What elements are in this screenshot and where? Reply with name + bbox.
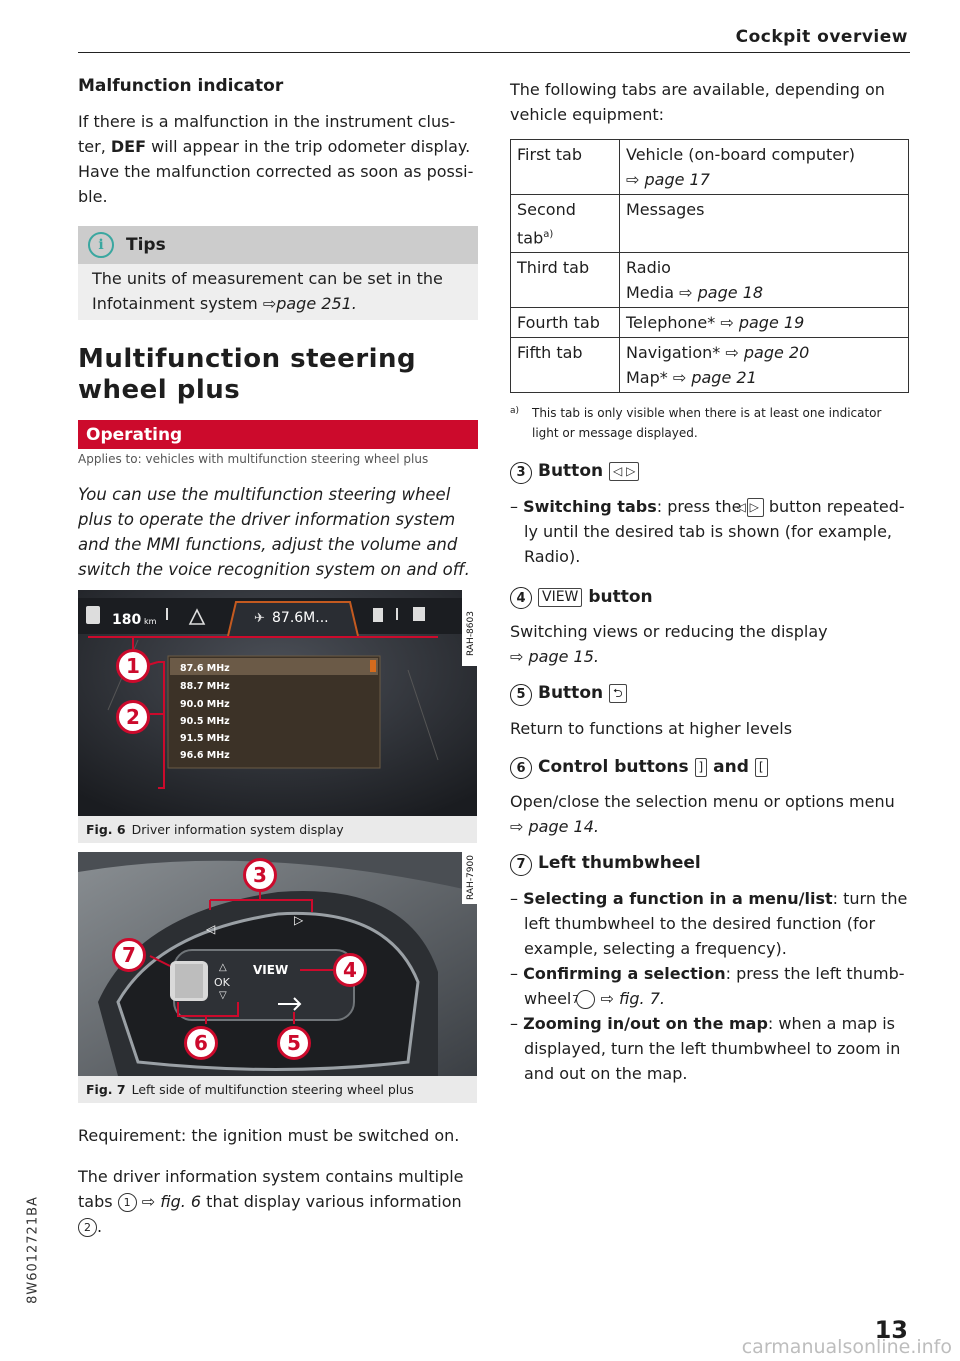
tips-header [78, 226, 478, 264]
callout-7: 7 [112, 938, 146, 972]
requirement-text: Requirement: the ignition must be switched on. [78, 1126, 460, 1145]
button-6-text: Open/close the selection menu or options menu ⇨ page 14. [510, 792, 895, 837]
section-title: Multifunction steering wheel plus [78, 344, 417, 405]
callout-1: 1 [116, 649, 150, 683]
station-item: 91.5 MHz [180, 733, 230, 744]
fuel-icon [86, 606, 100, 624]
footnote: a) This tab is only visible when there is at least one indicator light or message displayed. [510, 406, 882, 441]
button-4-heading: 4 VIEW button [510, 587, 910, 610]
table-row: Second tab$^{a)}$ Messages [511, 195, 909, 253]
confirm-item: – Confirming a selection: press the left thumb- wheel 7 ⇨ fig. 7. [510, 963, 905, 1008]
station-item: 88.7 MHz [180, 681, 230, 692]
station-item: 96.6 MHz [180, 750, 230, 761]
svg-text:▷: ▷ [294, 913, 304, 927]
svg-text:▽: ▽ [219, 990, 227, 1001]
arrow-ref-icon: ⇨ [262, 294, 277, 313]
callout-2: 2 [116, 700, 150, 734]
station-item: 90.0 MHz [180, 699, 230, 710]
station-item: 90.5 MHz [180, 716, 230, 727]
ok-label: OK [214, 976, 230, 989]
figure-7 [78, 852, 477, 1076]
document-code: 8W6012721BA [25, 1196, 41, 1304]
header-rule [78, 52, 910, 53]
right-column [510, 77, 910, 1086]
svg-text:km: km [144, 617, 157, 626]
button-5-text: Return to functions at higher levels [510, 718, 793, 738]
button-6-heading: 6 Control buttons ] and [ [510, 757, 910, 780]
left-column [78, 76, 478, 582]
tab-switch-key-icon: ◁ ▷ [609, 462, 639, 481]
view-label: VIEW [253, 963, 289, 977]
zoom-item: – Zooming in/out on the map: when a map is displayed, turn the left thumbwheel to zoom in and out on the map. [510, 1013, 901, 1083]
tabs-intro: The following tabs are available, depending on vehicle equipment: [510, 80, 885, 124]
open-bracket-key-icon: [ [755, 758, 768, 777]
table-row: Fifth tab Navigation* ⇨ page 20 Map* ⇨ page 21 [511, 338, 909, 393]
info-icon: i [88, 232, 114, 258]
callout-3: 3 [243, 858, 277, 892]
applies-to: Applies to: vehicles with multifunction steering wheel plus [78, 452, 429, 466]
figure-7-caption: Fig. 7 Left side of multifunction steering wheel plus [78, 1076, 477, 1103]
malfunction-text: If there is a malfunction in the instrument clus- ter, DEF will appear in the trip odometer display. Have the malfunction corrected as soon as possi- ble. [78, 112, 474, 206]
button-3-heading: 3 Button ◁ ▷ [510, 461, 910, 484]
figure-6-caption: Fig. 6 Driver information system display [78, 816, 477, 843]
station-tab: 87.6M... [272, 610, 329, 626]
left-bottom-text [78, 1123, 478, 1239]
figure-code: RAH-7900 [466, 855, 476, 900]
table-row: Third tab Radio Media ⇨ page 18 [511, 253, 909, 308]
svg-text:△: △ [219, 962, 227, 973]
malfunction-heading: Malfunction indicator [78, 76, 284, 96]
fig6-ref[interactable]: fig. 6 [160, 1192, 202, 1211]
dis-text: The driver information system contains multiple tabs 1 ⇨ fig. 6 that display various information 2 . [78, 1167, 464, 1236]
button-4-text: Switching views or reducing the display ⇨ page 15. [510, 622, 828, 667]
callout-5: 5 [277, 1026, 311, 1060]
figure-6 [78, 590, 477, 816]
radio-icon: ✈ [254, 611, 265, 626]
back-key-icon: ⮌ [609, 684, 627, 703]
operating-bar: Operating [78, 420, 478, 449]
button-7-heading: 7 Left thumbwheel [510, 853, 910, 876]
callout-4: 4 [333, 953, 367, 987]
tabs-table [510, 139, 909, 393]
close-bracket-key-icon: ] [695, 758, 708, 777]
switching-tabs-item: – Switching tabs: press the ◁ ▷ button repeated- ly until the desired tab is shown (for example, Radio). [510, 496, 905, 566]
range-value: 180 [112, 612, 142, 628]
tips-box [78, 226, 478, 320]
callout-6: 6 [184, 1026, 218, 1060]
select-item: – Selecting a function in a menu/list: turn the left thumbwheel to the desired function (for example, selecting a frequency). [510, 888, 908, 958]
svg-text:◁: ◁ [206, 922, 216, 936]
tips-page-ref[interactable]: page 251. [276, 294, 357, 313]
station-item: 87.6 MHz [180, 663, 230, 674]
page-number: 13 [874, 1316, 908, 1344]
table-row: First tab Vehicle (on-board computer) ⇨ page 17 [511, 140, 909, 195]
tips-text: The units of measurement can be set in the Infotainment system ⇨page 251. [92, 269, 443, 313]
figure-code: RAH-8603 [466, 611, 476, 656]
watermark: carmanualsonline.info [741, 1336, 952, 1358]
header-title: Cockpit overview [735, 27, 908, 47]
button-5-heading: 5 Button ⮌ [510, 683, 910, 706]
table-row: Fourth tab Telephone* ⇨ page 19 [511, 308, 909, 338]
intro-text: You can use the multifunction steering wheel plus to operate the driver information system and the MMI functions, adjust the volume and switch the voice recognition system on and off. [78, 485, 470, 579]
tips-title: Tips [126, 235, 166, 255]
